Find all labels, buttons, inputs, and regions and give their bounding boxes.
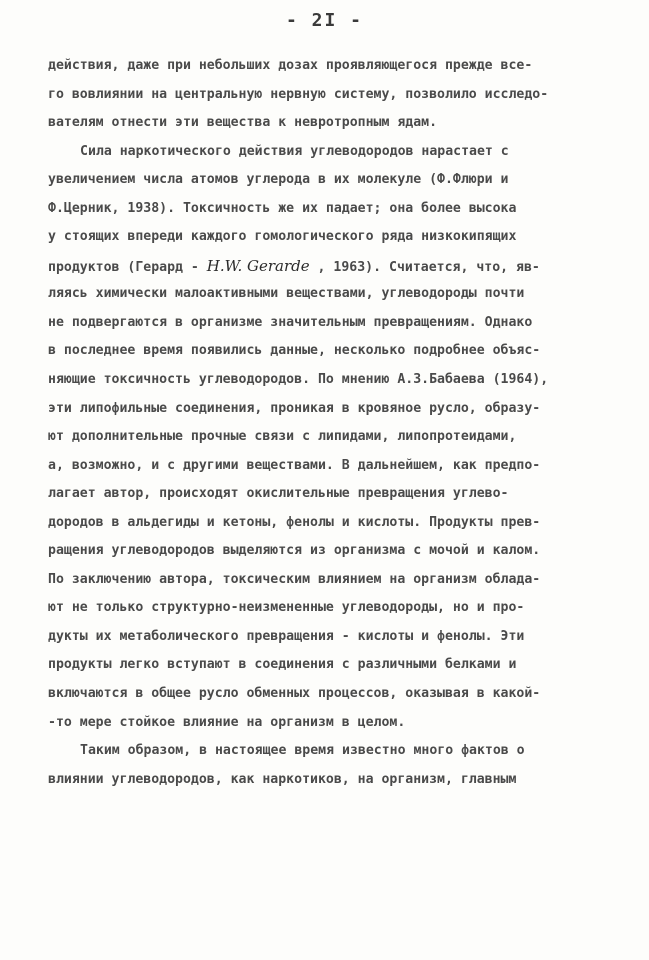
text-line: Ф.Церник, 1938). Токсичность же их падает; она более высока [48, 200, 517, 216]
text-line: ращения углеводородов выделяются из организма с мочой и калом. [48, 543, 541, 559]
text-segment: , 1963). Считается, что, яв- [309, 259, 540, 275]
text-line: не подвергаются в организме значительным превращениям. Однако [48, 314, 533, 330]
text-line: го вовлиянии на центральную нервную систему, позволило исследо- [48, 86, 549, 102]
text-line: действия, даже при небольших дозах проявляющегося прежде все- [48, 58, 533, 73]
text-line: а, возможно, и с другими веществами. В дальнейшем, как предпо- [48, 457, 541, 473]
body-text [48, 52, 600, 794]
handwritten-author-name: H.W. Gerarde [206, 256, 310, 275]
text-segment: продуктов (Герард - [48, 259, 207, 275]
text-line: ют дополнительные прочные связи с липидами, липопротеидами, [48, 429, 517, 445]
text-line: По заключению автора, токсическим влиянием на организм облада- [48, 571, 541, 587]
text-line: Таким образом, в настоящее время известно много фактов о [80, 743, 525, 759]
text-line: Сила наркотического действия углеводородов нарастает с [80, 143, 509, 159]
text-line: включаются в общее русло обменных процессов, оказывая в какой- [48, 686, 541, 702]
text-line: влиянии углеводородов, как наркотиков, на организм, главным [48, 771, 517, 787]
text-line: в последнее время появились данные, несколько подробнее объяс- [48, 343, 541, 359]
text-line: няющие токсичность углеводородов. По мнению А.З.Бабаева (1964), [48, 372, 549, 388]
text-line: -то мере стойкое влияние на организм в целом. [48, 714, 406, 730]
page-number: - 2I - [285, 10, 364, 31]
text-line: ляясь химически малоактивными веществами, углеводороды почти [48, 286, 525, 302]
text-line: вателям отнести эти вещества к невротропным ядам. [48, 115, 438, 131]
text-line: ют не только структурно-неизмененные углеводороды, но и про- [48, 600, 525, 616]
text-line: дукты их метаболического превращения - кислоты и фенолы. Эти [48, 628, 525, 644]
text-line: дородов в альдегиды и кетоны, фенолы и кислоты. Продукты прев- [48, 514, 541, 530]
text-line: продукты легко вступают в соединения с различными белками и [48, 657, 517, 673]
text-line: лагает автор, происходят окислительные превращения углево- [48, 486, 509, 502]
text-line: эти липофильные соединения, проникая в кровяное русло, образу- [48, 400, 541, 416]
text-line-with-handwriting [48, 252, 600, 281]
text-line: увеличением числа атомов углерода в их молекуле (Ф.Флюри и [48, 172, 509, 188]
text-line: у стоящих впереди каждого гомологического ряда низкокипящих [48, 229, 517, 245]
